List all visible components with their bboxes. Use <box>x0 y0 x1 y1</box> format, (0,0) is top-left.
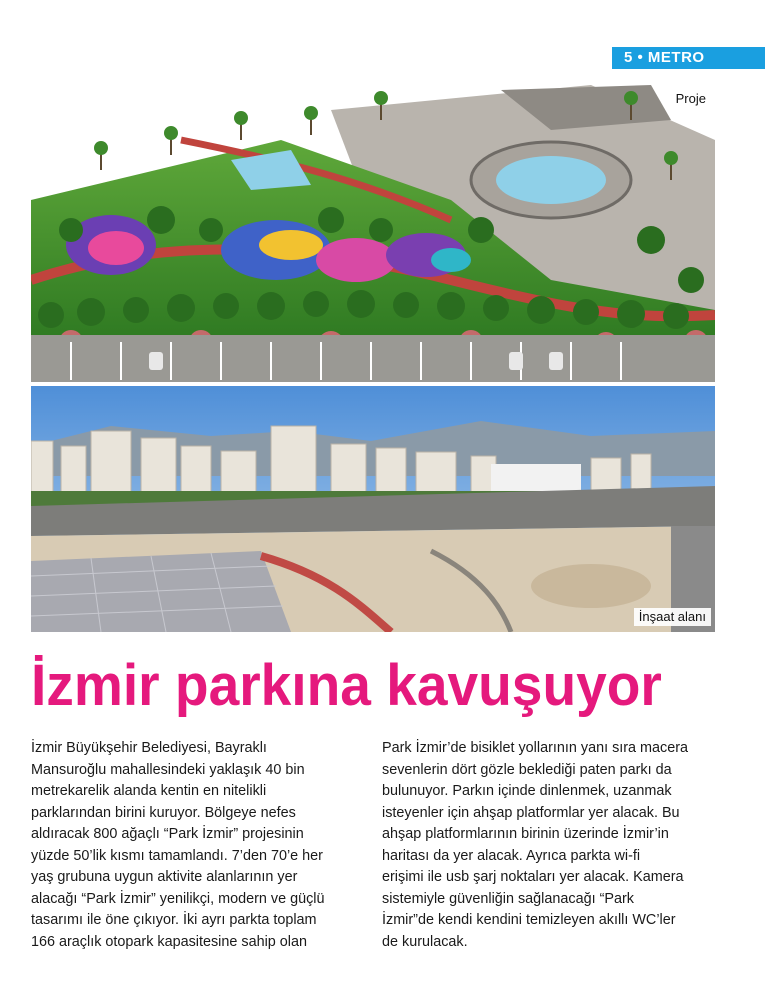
article-headline: İzmir parkına kavuşuyor <box>31 653 662 718</box>
body-line: erişimi ile usb şarj noktaları yer alacak. Kamera <box>382 869 684 885</box>
body-line: aldıracak 800 ağaçlı “Park İzmir” projesinin <box>31 826 304 842</box>
body-line: Mansuroğlu mahallesindeki yaklaşık 40 bin <box>31 761 305 778</box>
body-line: ahşap platformlarının birinin üzerinde İzmir’in <box>382 826 669 842</box>
body-line: yaş grubuna uygun aktivite alanlarının yer <box>31 869 298 885</box>
section-label: 5 • METRO <box>612 47 765 69</box>
project-rendering-illustration <box>31 80 715 382</box>
body-line: İzmir Büyükşehir Belediyesi, Bayraklı <box>31 740 267 756</box>
body-line: tasarımı ile öne çıkıyor. İki ayrı parkta toplam <box>31 912 317 928</box>
body-line: alacağı “Park İzmir” yenilikçi, modern ve güçlü <box>31 890 325 907</box>
body-line: Park İzmir’de bisiklet yollarının yanı sıra macera <box>382 740 689 756</box>
body-line: bulunuyor. Parkın içinde dinlenmek, uzanmak <box>382 783 672 799</box>
construction-site-photo <box>31 386 715 632</box>
article-body-left-column <box>31 738 353 953</box>
body-line: sevenlerin dört gözle beklediği paten parkı da <box>382 761 672 778</box>
body-line: haritası da yer alacak. Ayrıca parkta wi-fi <box>382 847 641 864</box>
project-rendering-photo <box>31 80 715 382</box>
project-photo-caption: Proje <box>671 90 711 108</box>
body-line: İzmir”de kendi kendini temizleyen akıllı WC’ler <box>382 912 676 928</box>
body-line: metrekarelik alanda kentin en nitelikli <box>31 783 267 799</box>
article-body-right-column <box>382 738 704 953</box>
construction-photo-caption: İnşaat alanı <box>634 608 711 626</box>
body-line: yüzde 50’lik kısmı tamamlandı. 7’den 70’e her <box>31 847 323 864</box>
body-line: parklarından birini kuruyor. Bölgeye nefes <box>31 804 296 821</box>
body-line: 166 araçlık otopark kapasitesine sahip olan <box>31 933 307 950</box>
body-line: sistemiyle güvenliğin sağlanacağı “Park <box>382 890 634 907</box>
body-line: isteyenler için ahşap platformlar yer alacak. Bu <box>382 804 680 821</box>
construction-site-illustration <box>31 386 715 632</box>
body-line: de kurulacak. <box>382 933 468 950</box>
